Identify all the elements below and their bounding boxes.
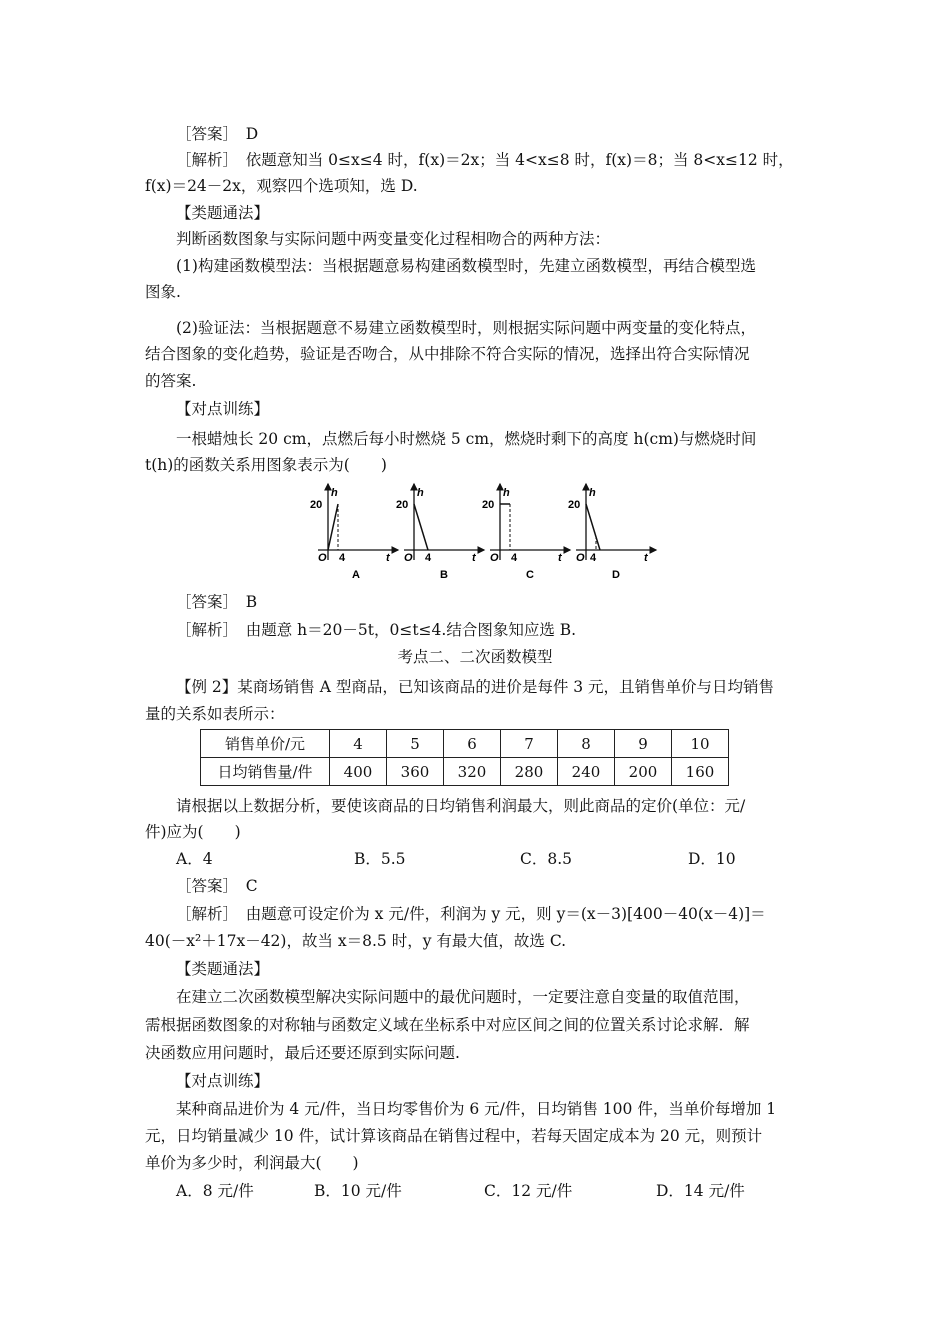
graph-d-origin: O	[576, 552, 585, 564]
answer-1: ［答案］ D	[176, 125, 259, 143]
graphs-svg	[308, 478, 668, 586]
graph-a-origin: O	[318, 552, 327, 564]
option-graphs	[308, 478, 668, 590]
option-a: A．4	[176, 850, 213, 868]
practice-question-2-cont-1: 元，日均销量减少 10 件，试计算该商品在销售过程中，若每天固定成本为 20 元，则预计	[145, 1127, 763, 1145]
method-2-cont-1: 结合图象的变化趋势，验证是否吻合，从中排除不符合实际的情况，选择出符合实际情况	[145, 345, 750, 363]
table-cell: 10	[672, 730, 729, 758]
method-1: (1)构建函数模型法：当根据题意易构建函数模型时，先建立函数模型，再结合模型选	[176, 257, 756, 275]
analysis-3: ［解析］ 由题意可设定价为 x 元/件，利润为 y 元，则 y＝(x－3)[400－40(x－4)]＝	[176, 905, 766, 923]
practice-question-2-cont-2: 单价为多少时，利润最大( )	[145, 1154, 359, 1172]
table-cell: 280	[501, 758, 558, 786]
graph-b-origin: O	[404, 552, 413, 564]
graph-d-xtick: 4	[590, 552, 597, 564]
table-cell: 160	[672, 758, 729, 786]
table-cell: 320	[444, 758, 501, 786]
example-2-question: 【例 2】某商场销售 A 型商品，已知该商品的进价是每件 3 元，且销售单价与日均销售	[176, 678, 775, 696]
answer-2: ［答案］ B	[176, 593, 258, 611]
example-2-prompt: 请根据以上数据分析，要使该商品的日均销售利润最大，则此商品的定价(单位：元/	[176, 797, 746, 815]
table-row-label: 日均销售量/件	[201, 758, 330, 786]
graph-c-ytick: 20	[482, 499, 495, 511]
graph-a-ytick: 20	[310, 499, 323, 511]
method-1-cont: 图象.	[145, 283, 181, 301]
option-c: C．8.5	[520, 850, 573, 868]
method-text-3: 决函数应用问题时，最后还要还原到实际问题.	[145, 1044, 460, 1062]
graph-b	[396, 484, 484, 581]
practice-heading-1: 【对点训练】	[176, 400, 270, 418]
practice-question-2: 某种商品进价为 4 元/件，当日均零售价为 6 元/件，日均销售 100 件，当单价每增加 1	[176, 1100, 777, 1118]
price-sales-table	[200, 729, 729, 786]
table-cell: 8	[558, 730, 615, 758]
graph-d-xlabel: t	[644, 552, 648, 564]
graph-a-ylabel: h	[331, 487, 338, 499]
graph-d-ytick: 20	[568, 499, 581, 511]
method-heading-2: 【类题通法】	[176, 960, 270, 978]
analysis-1: ［解析］ 依题意知当 0≤x≤4 时，f(x)＝2x；当 4<x≤8 时，f(x)＝8；当 8<x≤12 时，	[176, 151, 794, 169]
graph-d-caption: D	[612, 569, 620, 581]
table-cell: 400	[330, 758, 387, 786]
method-2-cont-2: 的答案.	[145, 372, 197, 390]
graph-a-xtick: 4	[339, 552, 346, 564]
practice-heading-2: 【对点训练】	[176, 1072, 270, 1090]
practice-question-1: 一根蜡烛长 20 cm，点燃后每小时燃烧 5 cm，燃烧时剩下的高度 h(cm)与燃烧时间	[176, 430, 757, 448]
graph-b-xlabel: t	[472, 552, 476, 564]
table-row-label: 销售单价/元	[201, 730, 330, 758]
option-a: A．8 元/件	[176, 1182, 254, 1200]
analysis-2: ［解析］ 由题意 h＝20－5t，0≤t≤4.结合图象知应选 B.	[176, 621, 577, 639]
graph-c	[482, 484, 570, 581]
graph-d-ylabel: h	[589, 487, 596, 499]
graph-b-xtick: 4	[425, 552, 432, 564]
section-heading: 考点二、二次函数模型	[397, 648, 553, 666]
table-cell: 360	[387, 758, 444, 786]
analysis-3-cont: 40(－x²＋17x－42)，故当 x＝8.5 时，y 有最大值，故选 C.	[145, 932, 567, 950]
example-2-prompt-cont: 件)应为( )	[145, 823, 241, 841]
table-cell: 240	[558, 758, 615, 786]
graph-c-origin: O	[490, 552, 499, 564]
practice-question-1-cont: t(h)的函数关系用图象表示为( )	[145, 456, 387, 474]
table-cell: 5	[387, 730, 444, 758]
option-d: D．10	[688, 850, 736, 868]
table-cell: 200	[615, 758, 672, 786]
table-cell: 7	[501, 730, 558, 758]
table-row	[201, 730, 729, 758]
graph-a-xlabel: t	[386, 552, 390, 564]
table-cell: 4	[330, 730, 387, 758]
graph-c-xlabel: t	[558, 552, 562, 564]
table-row	[201, 758, 729, 786]
method-2: (2)验证法：当根据题意不易建立函数模型时，则根据实际问题中两变量的变化特点，	[176, 319, 756, 337]
graph-b-ylabel: h	[417, 487, 424, 499]
method-text-1: 在建立二次函数模型解决实际问题中的最优问题时，一定要注意自变量的取值范围，	[176, 988, 750, 1006]
graph-d	[568, 484, 656, 581]
graph-b-ytick: 20	[396, 499, 409, 511]
method-heading-1: 【类题通法】	[176, 204, 270, 222]
method-text-2: 需根据函数图象的对称轴与函数定义域在坐标系中对应区间之间的位置关系讨论求解．解	[145, 1016, 750, 1034]
graph-b-caption: B	[440, 569, 448, 581]
option-c: C．12 元/件	[484, 1182, 573, 1200]
graph-a	[310, 484, 398, 581]
graph-c-ylabel: h	[503, 487, 510, 499]
graph-c-xtick: 4	[511, 552, 518, 564]
option-b: B．5.5	[354, 850, 406, 868]
option-d: D．14 元/件	[656, 1182, 745, 1200]
graph-a-caption: A	[352, 569, 360, 581]
table-cell: 9	[615, 730, 672, 758]
example-2-question-cont: 量的关系如表所示：	[145, 705, 285, 723]
table-cell: 6	[444, 730, 501, 758]
analysis-1-cont: f(x)＝24－2x，观察四个选项知，选 D.	[145, 177, 418, 195]
method-intro: 判断函数图象与实际问题中两变量变化过程相吻合的两种方法：	[176, 230, 611, 248]
graph-c-caption: C	[526, 569, 534, 581]
option-b: B．10 元/件	[314, 1182, 402, 1200]
answer-3: ［答案］ C	[176, 877, 258, 895]
